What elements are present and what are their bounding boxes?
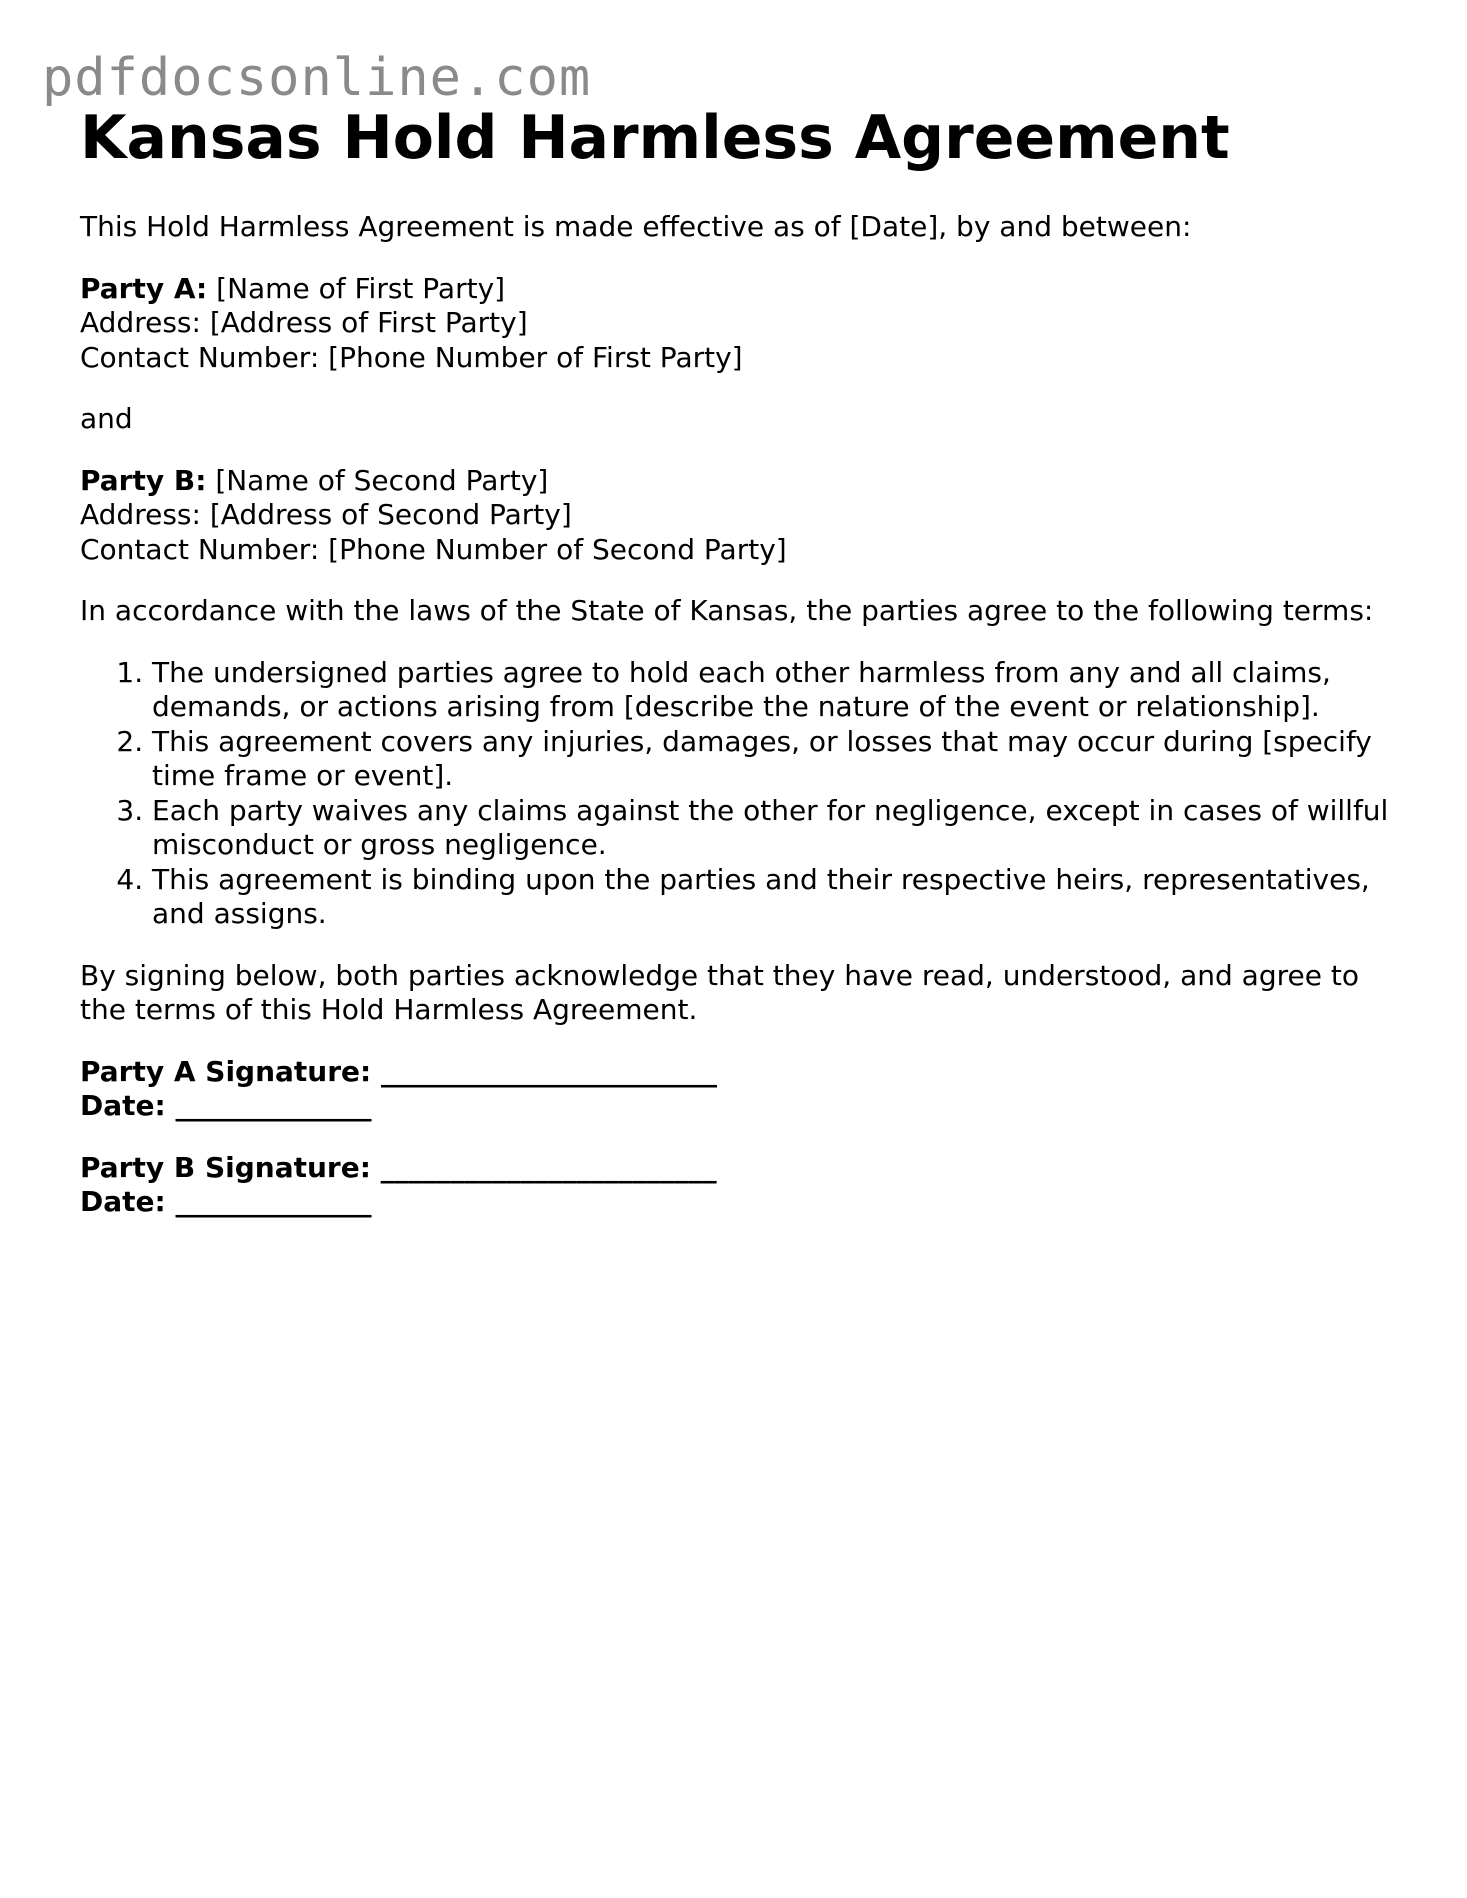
term-item: 3. Each party waives any claims against the other for negligence, except in cases of willful misconduct or gross negligence.	[152, 794, 1410, 863]
party-b-signature-block	[80, 1151, 1410, 1220]
party-b-block	[80, 464, 1410, 568]
party-a-address: Address: [Address of First Party]	[80, 306, 528, 339]
term-item: 4. This agreement is binding upon the parties and their respective heirs, representatives, and assigns.	[152, 863, 1410, 932]
party-b-date-line[interactable]: Date: ______________	[80, 1185, 372, 1218]
party-a-date-line[interactable]: Date: ______________	[80, 1089, 372, 1122]
term-item: 2. This agreement covers any injuries, damages, or losses that may occur during [specify time frame or event].	[152, 725, 1410, 794]
party-a-name: [Name of First Party]	[216, 271, 506, 305]
party-b-label: Party B:	[80, 463, 207, 497]
watermark: pdfdocsonline.com	[42, 48, 592, 108]
term-item: 1. The undersigned parties agree to hold each other harmless from any and all claims, demands, or actions arising from [describe the nature of the event or relationship].	[152, 656, 1410, 725]
document-page	[80, 100, 1410, 1220]
party-b-signature-line[interactable]: Party B Signature: ________________________	[80, 1150, 717, 1184]
party-b-address: Address: [Address of Second Party]	[80, 498, 572, 531]
accordance-paragraph: In accordance with the laws of the State of Kansas, the parties agree to the following terms:	[80, 594, 1374, 627]
intro-paragraph: This Hold Harmless Agreement is made effective as of [Date], by and between:	[80, 210, 1192, 243]
conjunction-text: and	[80, 402, 133, 435]
party-b-name: [Name of Second Party]	[215, 463, 549, 497]
page-title: Kansas Hold Harmless Agreement	[80, 103, 1230, 173]
terms-list	[80, 656, 1410, 932]
party-a-signature-block	[80, 1055, 1410, 1124]
party-a-label: Party A:	[80, 271, 208, 305]
party-a-signature-line[interactable]: Party A Signature: ________________________	[80, 1054, 717, 1088]
party-a-block	[80, 272, 1410, 376]
party-a-contact: Contact Number: [Phone Number of First Party]	[80, 340, 743, 374]
acknowledgement-paragraph: By signing below, both parties acknowledge that they have read, understood, and agree to the terms of this Hold Harmless Agreement.	[80, 958, 1359, 1026]
party-b-contact: Contact Number: [Phone Number of Second Party]	[80, 532, 787, 566]
